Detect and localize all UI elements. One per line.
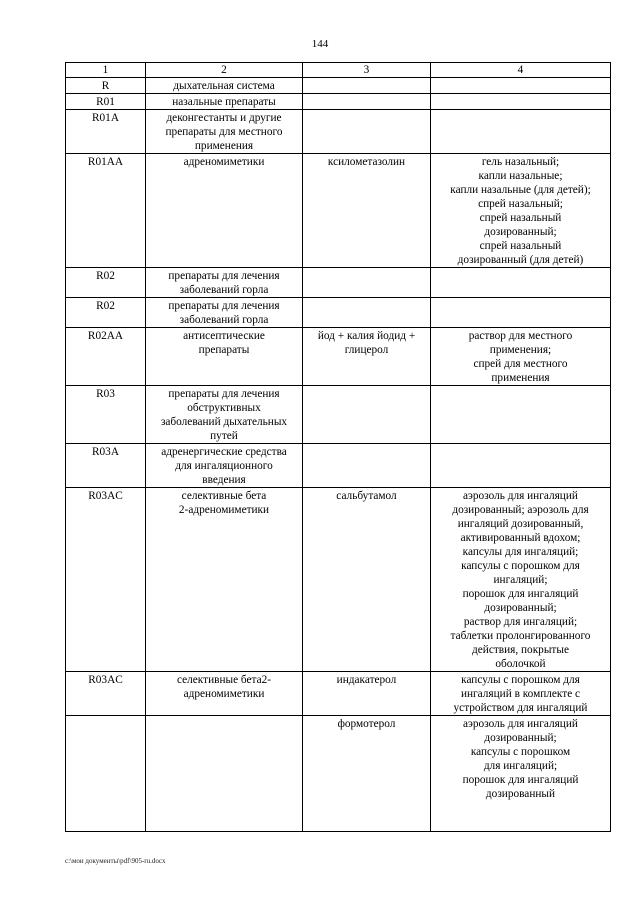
dosage-form-cell: гель назальный; капли назальные; капли назальные (для детей); спрей назальный; спрей назальный дозированный; спрей назальный дозированный (для детей) xyxy=(431,154,611,268)
dosage-form-cell xyxy=(431,78,611,94)
group-name-cell: адреномиметики xyxy=(146,154,303,268)
substance-cell xyxy=(303,268,431,298)
table-row xyxy=(66,672,611,716)
dosage-form-cell: капсулы с порошком для ингаляций в комплекте с устройством для ингаляций xyxy=(431,672,611,716)
group-name-cell: препараты для лечения заболеваний горла xyxy=(146,298,303,328)
group-name-cell: препараты для лечения заболеваний горла xyxy=(146,268,303,298)
dosage-form-cell xyxy=(431,268,611,298)
substance-cell: ксилометазолин xyxy=(303,154,431,268)
dosage-form-cell: раствор для местного применения; спрей для местного применения xyxy=(431,328,611,386)
table-row xyxy=(66,94,611,110)
substance-cell xyxy=(303,444,431,488)
substance-cell: йод + калия йодид + глицерол xyxy=(303,328,431,386)
substance-cell: формотерол xyxy=(303,716,431,832)
group-name-cell: назальные препараты xyxy=(146,94,303,110)
group-name-cell: препараты для лечения обструктивных заболеваний дыхательных путей xyxy=(146,386,303,444)
document-path-footer: c:\мои документы\pdf\905-ru.docx xyxy=(65,857,166,865)
group-name-cell xyxy=(146,716,303,832)
atc-code-cell: R02AA xyxy=(66,328,146,386)
group-name-cell: дыхательная система xyxy=(146,78,303,94)
group-name-cell: антисептические препараты xyxy=(146,328,303,386)
header-row xyxy=(66,63,611,78)
group-name-cell: селективные бета 2-адреномиметики xyxy=(146,488,303,672)
atc-code-cell: R01 xyxy=(66,94,146,110)
table-row xyxy=(66,386,611,444)
header-cell-col3: 3 xyxy=(303,63,431,78)
atc-code-cell: R02 xyxy=(66,298,146,328)
group-name-cell: селективные бета2- адреномиметики xyxy=(146,672,303,716)
header-cell-col4: 4 xyxy=(431,63,611,78)
atc-code-cell: R03AC xyxy=(66,672,146,716)
substance-cell xyxy=(303,78,431,94)
dosage-form-cell xyxy=(431,298,611,328)
table-row xyxy=(66,716,611,832)
atc-code-cell: R02 xyxy=(66,268,146,298)
atc-code-cell: R xyxy=(66,78,146,94)
dosage-form-cell xyxy=(431,94,611,110)
page-number: 144 xyxy=(311,38,329,50)
group-name-cell: адренергические средства для ингаляционного введения xyxy=(146,444,303,488)
atc-drug-table xyxy=(65,62,611,832)
table-row xyxy=(66,78,611,94)
substance-cell xyxy=(303,94,431,110)
table-row xyxy=(66,110,611,154)
atc-code-cell: R03AC xyxy=(66,488,146,672)
table-row xyxy=(66,154,611,268)
substance-cell xyxy=(303,386,431,444)
dosage-form-cell xyxy=(431,444,611,488)
table-row xyxy=(66,268,611,298)
atc-code-cell: R01AA xyxy=(66,154,146,268)
table-row xyxy=(66,444,611,488)
dosage-form-cell: аэрозоль для ингаляций дозированный; аэрозоль для ингаляций дозированный, активированный вдохом; капсулы для ингаляций; капсулы с порошком для ингаляций; порошок для ингаляций дозированный; раствор для ингаляций; таблетки пролонгированного действия, покрытые оболочкой xyxy=(431,488,611,672)
atc-code-cell: R01A xyxy=(66,110,146,154)
substance-cell xyxy=(303,298,431,328)
substance-cell: индакатерол xyxy=(303,672,431,716)
atc-code-cell xyxy=(66,716,146,832)
substance-cell xyxy=(303,110,431,154)
table-row xyxy=(66,488,611,672)
table-row xyxy=(66,298,611,328)
dosage-form-cell: аэрозоль для ингаляций дозированный; капсулы с порошком для ингаляций; порошок для ингаляций дозированный xyxy=(431,716,611,832)
header-cell-col1: 1 xyxy=(66,63,146,78)
header-cell-col2: 2 xyxy=(146,63,303,78)
table-row xyxy=(66,328,611,386)
dosage-form-cell xyxy=(431,110,611,154)
substance-cell: сальбутамол xyxy=(303,488,431,672)
group-name-cell: деконгестанты и другие препараты для местного применения xyxy=(146,110,303,154)
atc-code-cell: R03 xyxy=(66,386,146,444)
atc-code-cell: R03A xyxy=(66,444,146,488)
dosage-form-cell xyxy=(431,386,611,444)
